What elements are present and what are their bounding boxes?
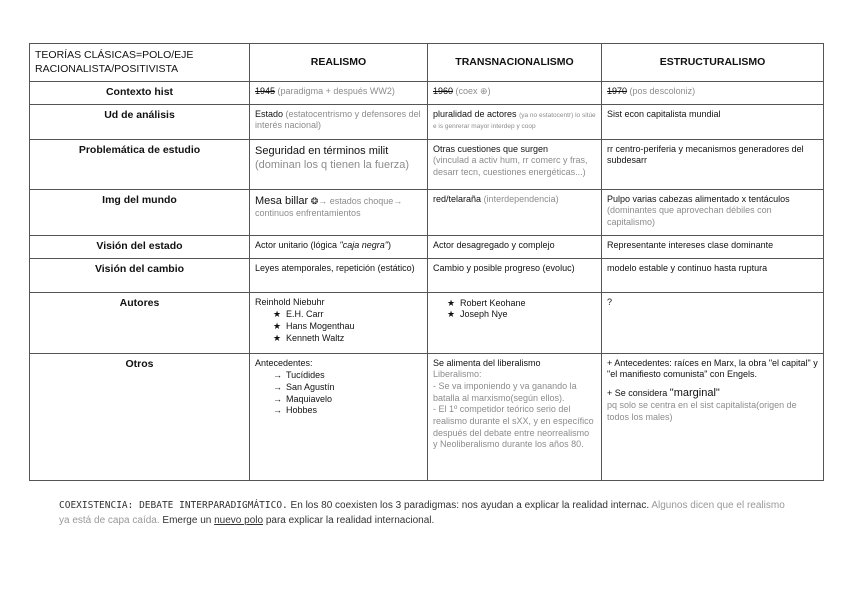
- row-label-autores: Autores: [30, 292, 250, 353]
- row-ud: [30, 104, 824, 139]
- row-label-problematica: Problemática de estudio: [30, 139, 250, 189]
- row-problematica: [30, 139, 824, 189]
- cell-ud-estr: [602, 104, 824, 139]
- list-item: ★ E.H. Carr: [273, 309, 422, 321]
- footer-note: [59, 498, 789, 528]
- cell-problematica-trans: [428, 139, 602, 189]
- cell-cambio-estr: modelo estable y continuo hasta ruptura: [602, 258, 824, 292]
- billiard-ball-icon: ❂: [310, 195, 319, 206]
- list-item: ★ Robert Keohane: [447, 298, 596, 310]
- ud-estr-main: Sist econ capitalista mundial: [607, 108, 721, 119]
- problematica-realismo-note: (dominan los q tienen la fuerza): [255, 158, 410, 171]
- cell-autores-realismo: [250, 292, 428, 353]
- footer-text1: En los 80 coexisten los 3 paradigmas: nos ayudan a explicar la realidad internac.: [287, 500, 650, 511]
- otros-estr-p2-pre: + Se considera: [607, 388, 670, 399]
- list-item: → Tucídides: [273, 370, 422, 382]
- row-label-contexto: Contexto hist: [30, 82, 250, 105]
- otros-trans-line: Liberalismo:: [433, 369, 482, 380]
- cell-img-estr: [602, 189, 824, 235]
- list-item: → Hobbes: [273, 405, 422, 417]
- header-corner: TEORÍAS CLÁSICAS=POLO/EJE RACIONALISTA/POSITIVISTA: [30, 44, 250, 82]
- contexto-estr-year: 1970: [607, 86, 628, 96]
- footer-muted: Algunos dicen que el realismo ya está de capa caída.: [59, 500, 785, 527]
- footer-heading: COEXISTENCIA: DEBATE INTERPARADIGMÁTICO.: [59, 500, 288, 511]
- row-label-otros: Otros: [30, 353, 250, 480]
- header-realismo: REALISMO: [250, 44, 428, 82]
- otros-estr-p2-big: "marginal": [669, 387, 720, 400]
- cell-ud-trans: [428, 104, 602, 139]
- otros-trans-main: Se alimenta del liberalismo: [433, 357, 541, 368]
- cell-img-trans: [428, 189, 602, 235]
- cell-img-realismo: [250, 189, 428, 235]
- header-transnacionalismo: TRANSNACIONALISMO: [428, 44, 602, 82]
- cell-estado-trans: Actor desagregado y complejo: [428, 235, 602, 258]
- img-estr-main: Pulpo varias cabezas alimentado x tentáculos: [607, 193, 790, 204]
- otros-estr-p1: + Antecedentes: raíces en Marx, la obra "el capital" y "el manifiesto comunista" con Engels.: [607, 357, 818, 380]
- header-estructuralismo: ESTRUCTURALISMO: [602, 44, 824, 82]
- otros-trans-line: - El 1º competidor teórico serio del realismo durante el sXX, y en específico después del debate entre neorrealismo y Neoliberalismo durante los años 80.: [433, 404, 594, 450]
- otros-realismo-list: [255, 370, 422, 417]
- contexto-estr-note: (pos descoloniz): [629, 86, 696, 96]
- cell-estado-estr: Representante intereses clase dominante: [602, 235, 824, 258]
- cell-contexto-realismo: [250, 82, 428, 105]
- row-cambio: [30, 258, 824, 292]
- cell-problematica-realismo: [250, 139, 428, 189]
- cell-autores-estr: ?: [602, 292, 824, 353]
- row-img: [30, 189, 824, 235]
- otros-estr-p2: [607, 386, 818, 400]
- contexto-realismo-year: 1945: [255, 86, 276, 96]
- footer-text2: Emerge un: [159, 515, 215, 527]
- otros-trans-line: - Se va imponiendo y va ganando la batalla al marxismo(según ellos).: [433, 381, 577, 403]
- problematica-trans-note: (vinculad a activ hum, rr comerc y fras, desarr tecn, cuestiones energéticas...): [433, 155, 588, 178]
- row-autores: [30, 292, 824, 353]
- cell-contexto-trans: [428, 82, 602, 105]
- problematica-trans-main: Otras cuestiones que surgen: [433, 143, 549, 154]
- list-item: ★ Joseph Nye: [447, 309, 596, 321]
- footer-text3: para explicar la realidad internacional.: [263, 515, 435, 527]
- row-label-estado: Visión del estado: [30, 235, 250, 258]
- img-realismo-note: → estados choque→ continuos enfrentamientos: [255, 195, 403, 218]
- autores-realismo-list: [255, 309, 422, 344]
- cell-cambio-trans: Cambio y posible progreso (evoluc): [428, 258, 602, 292]
- cell-cambio-realismo: Leyes atemporales, repetición (estático): [250, 258, 428, 292]
- cell-otros-trans: [428, 353, 602, 480]
- cell-otros-realismo: [250, 353, 428, 480]
- row-otros: [30, 353, 824, 480]
- cell-estado-realismo: [250, 235, 428, 258]
- ud-realismo-main: Estado: [255, 108, 284, 119]
- problematica-estr-main: rr centro-periferia y mecanismos generadores del subdesarr: [607, 143, 804, 166]
- row-label-cambio: Visión del cambio: [30, 258, 250, 292]
- header-row: [30, 44, 824, 82]
- cell-ud-realismo: [250, 104, 428, 139]
- cell-autores-trans: [428, 292, 602, 353]
- footer-underlined: nuevo polo: [214, 515, 264, 527]
- otros-realismo-intro: Antecedentes:: [255, 357, 313, 368]
- contexto-trans-note: (coex ⊕): [455, 86, 491, 96]
- list-item: ★ Kenneth Waltz: [273, 333, 422, 345]
- contexto-realismo-note: (paradigma + después WW2): [277, 86, 395, 96]
- img-estr-note: (dominantes que aprovechan débiles con capitalismo): [607, 205, 772, 228]
- img-realismo-main: Mesa billar: [255, 194, 309, 207]
- ud-trans-main: pluralidad de actores: [433, 108, 517, 119]
- estado-realismo-post: ): [387, 239, 391, 250]
- contexto-trans-year: 1960: [433, 86, 454, 96]
- cell-contexto-estr: [602, 82, 824, 105]
- theories-table: [29, 43, 824, 481]
- row-label-img: Img del mundo: [30, 189, 250, 235]
- img-trans-note: (interdependencia): [483, 193, 559, 204]
- list-item: → Maquiavelo: [273, 394, 422, 406]
- cell-otros-estr: [602, 353, 824, 480]
- autores-trans-list: [433, 298, 596, 321]
- list-item: → San Agustín: [273, 382, 422, 394]
- row-estado: [30, 235, 824, 258]
- ud-trans-note: (ya no estatocentr) lo sitúe e is genrerar mayor interdep y coop: [433, 111, 596, 131]
- row-label-ud: Ud de análisis: [30, 104, 250, 139]
- problematica-realismo-main: Seguridad en términos milit: [255, 144, 389, 157]
- cell-problematica-estr: [602, 139, 824, 189]
- estado-realismo-italic: "caja negra": [339, 239, 388, 250]
- estado-realismo-pre: Actor unitario (lógica: [255, 239, 340, 250]
- ud-realismo-note: (estatocentrismo y defensores del interés nacional): [255, 108, 421, 131]
- otros-estr-p3: pq solo se centra en el sist capitalista(origen de todos los males): [607, 400, 797, 422]
- img-trans-main: red/telaraña: [433, 193, 482, 204]
- row-contexto: [30, 82, 824, 105]
- autores-realismo-first: Reinhold Niebuhr: [255, 296, 325, 307]
- list-item: ★ Hans Mogenthau: [273, 321, 422, 333]
